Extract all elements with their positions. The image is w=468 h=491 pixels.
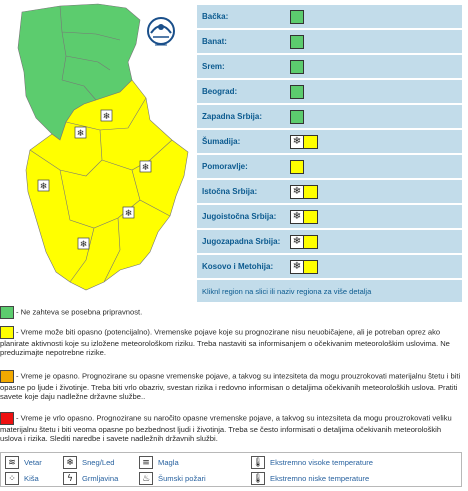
region-row[interactable] [197,230,462,253]
legend-swatch-red [0,412,14,425]
region-status [290,110,304,124]
region-row[interactable] [197,30,462,53]
snow-ice-icon: ❄ [290,135,304,149]
region-status [290,260,318,274]
region-status [290,235,318,249]
region-status [290,35,304,49]
region-status [290,135,318,149]
map-snow-icon [101,110,112,122]
phenomenon-label: Vetar [24,458,42,467]
map-snow-icon [78,238,89,250]
region-status [290,210,318,224]
warning-level-box [290,85,304,99]
svg-text:❄: ❄ [124,209,133,219]
phenomenon-item [139,455,179,470]
phenomenon-item [5,471,39,486]
region-row[interactable] [197,105,462,128]
legend-red: - Vreme je vrlo opasno. Prognozirane su naročito opasne vremenske pojave, a takvog su intezsiteta da mogu prouzrokovati veliku materijalnu štetu i biti veoma opasne po bezbednost ljudi i životinja. Treba se često informisati o detaljima očekivanih meteoroloških uslova i rizika. Slediti naredbe i savete nadležnih državnih službi. [0,413,452,444]
forest-fire-icon: ♨ [139,472,153,485]
phenomena-legend [0,452,462,487]
region-name-link[interactable]: Bačka: [202,12,229,21]
phenomenon-label: Ekstremno visoke temperature [270,458,373,467]
region-name-link[interactable]: Pomoravlje: [202,162,248,171]
legend-orange: - Vreme je opasno. Prognozirane su opasne vremenske pojave, a takvog su intezsiteta da mogu prouzrokovati materijalnu štetu i biti opasne po ljude i životinje. Treba biti vrlo obazriv, svestan rizika i redovno informisan o detaljima očekivanih meteoroloških uslova. Pratiti savete koje daju nadležne državne službe.. [0,371,461,402]
map-snow-icon [38,180,49,192]
region-status [290,185,318,199]
region-row[interactable] [197,180,462,203]
region-status [290,160,304,174]
map-snow-icon [140,161,151,173]
warning-level-box [290,160,304,174]
region-row[interactable] [197,255,462,278]
fog-icon: ≡ [139,456,153,469]
region-name-link[interactable]: Zapadna Srbija: [202,112,263,121]
region-row[interactable] [197,155,462,178]
serbia-warning-map [0,0,196,300]
legend-swatch-yellow [0,326,14,339]
phenomenon-item [251,455,373,470]
region-status [290,85,304,99]
wind-icon: ≋ [5,456,19,469]
legend-swatch-green [0,306,14,319]
snow-ice-icon: ❄ [63,456,77,469]
legend-green: - Ne zahteva se posebna pripravnost. [0,306,462,319]
phenomenon-label: Magla [158,458,179,467]
phenomenon-label: Šumski požari [158,474,206,483]
region-name-link[interactable]: Kosovo i Metohija: [202,262,274,271]
snow-ice-icon: ❄ [290,210,304,224]
region-row[interactable] [197,55,462,78]
low-temperature-icon: 🌡 [252,473,264,484]
phenomenon-label: Grmljavina [82,474,119,483]
phenomenon-item [63,471,118,486]
svg-text:❄: ❄ [39,182,48,192]
region-name-link[interactable]: Beograd: [202,87,238,96]
region-list [197,5,462,302]
rhmz-logo [145,15,177,49]
rain-icon: ⁘ [5,472,19,485]
snow-ice-icon: ❄ [290,235,304,249]
high-temperature-icon: 🌡 [252,457,264,468]
map-snow-icon [75,127,86,139]
region-status [290,60,304,74]
region-row[interactable] [197,5,462,28]
region-name-link[interactable]: Banat: [202,37,227,46]
warning-level-box [290,10,304,24]
warning-level-box [304,135,318,149]
warning-level-box [304,210,318,224]
snow-ice-icon: ❄ [290,185,304,199]
snow-ice-icon: ❄ [290,260,304,274]
warning-level-box [304,235,318,249]
region-hint-text: Kliknl region na slici ili naziv regiona za više detalja [197,280,462,302]
region-row[interactable] [197,205,462,228]
phenomenon-label: Kiša [24,474,39,483]
thunderstorm-icon: ϟ [63,472,77,485]
region-name-link[interactable]: Jugozapadna Srbija: [202,237,281,246]
region-name-link[interactable]: Srem: [202,62,225,71]
legend-swatch-orange [0,370,14,383]
warning-level-box [304,260,318,274]
phenomenon-label: Sneg/Led [82,458,115,467]
warning-level-box [304,185,318,199]
map-snow-icon [123,207,134,219]
region-name-link[interactable]: Jugoistočna Srbija: [202,212,277,221]
svg-text:❄: ❄ [79,240,88,250]
phenomenon-label: Ekstremno niske temperature [270,474,370,483]
legend-yellow: - Vreme može biti opasno (potencijalno). Vremenske pojave koje su prognozirane nisu neuobičajene, ali je potreban oprez ako planirate aktivnosti koje su izložene meteorološkom riziku. Treba nastaviti sa informisanjem o očekivanim meteorološkim uslovima. Ne preduzimajte nepotrebne rizike. [0,327,450,358]
region-name-link[interactable]: Istočna Srbija: [202,187,258,196]
phenomenon-item [5,455,42,470]
warning-level-box [290,110,304,124]
svg-text:❄: ❄ [102,112,111,122]
region-name-link[interactable]: Šumadija: [202,137,241,146]
phenomenon-item [139,471,206,486]
svg-text:❄: ❄ [141,163,150,173]
region-row[interactable] [197,80,462,103]
region-row[interactable] [197,130,462,153]
phenomenon-item [63,455,115,470]
svg-text:❄: ❄ [76,129,85,139]
warning-level-box [290,60,304,74]
warning-level-box [290,35,304,49]
region-status [290,10,304,24]
phenomenon-item [251,471,369,486]
